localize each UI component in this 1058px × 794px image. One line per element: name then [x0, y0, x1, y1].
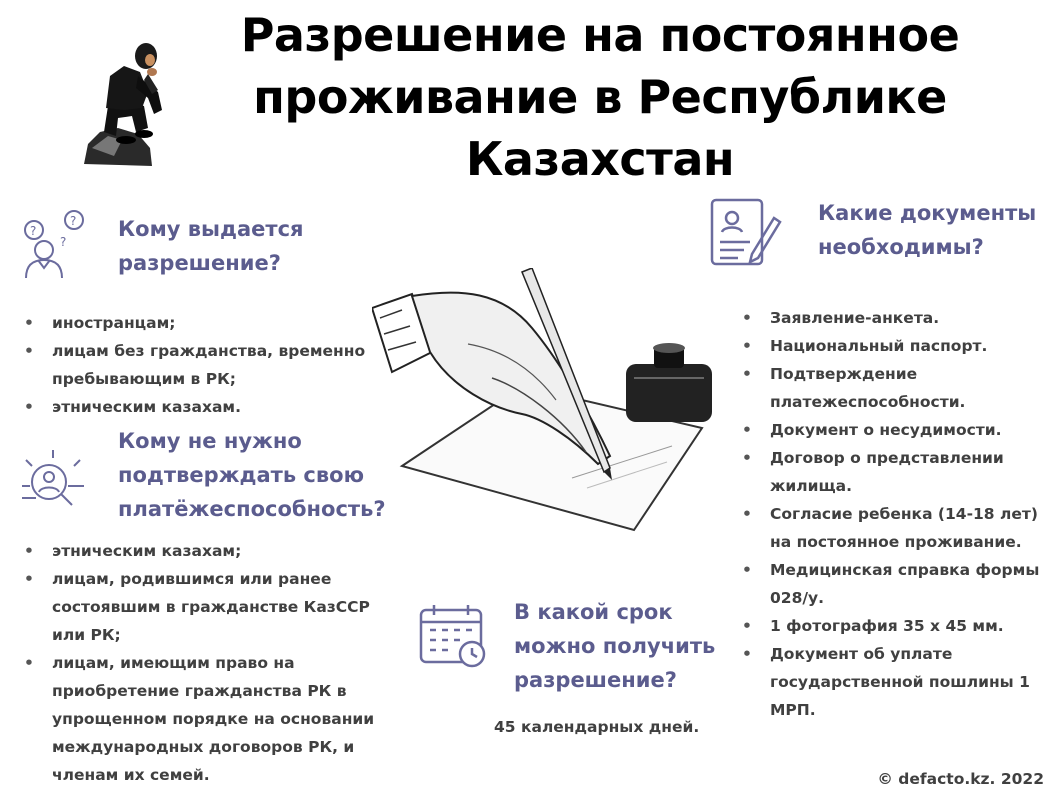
list-item: • Национальный паспорт. — [740, 332, 1052, 360]
hand-writing-icon — [372, 268, 724, 540]
calendar-clock-icon — [418, 602, 490, 670]
title-line-1: Разрешение на постоянное — [240, 8, 960, 62]
who-heading-line-2: разрешение? — [118, 251, 281, 275]
list-item: • Подтверждение платежеспособности. — [740, 360, 1052, 416]
svg-text:?: ? — [60, 235, 67, 249]
questions-person-icon — [20, 208, 86, 280]
copyright: © defacto.kz. 2022 — [877, 770, 1044, 788]
thinker-statue-icon — [78, 36, 173, 171]
no-solvency-heading-line-2: подтверждать свою — [118, 463, 365, 487]
list-item: • лицам, родившимся или ранее состоявшим в гражданстве КазССР или РК; — [22, 565, 392, 649]
who-list — [22, 309, 380, 421]
list-item: • Медицинская справка формы 028/у. — [740, 556, 1052, 612]
list-item: • иностранцам; — [22, 309, 380, 337]
title-line-2: проживание в Республике — [253, 70, 947, 124]
term-heading-line-3: разрешение? — [514, 668, 677, 692]
no-solvency-heading-line-3: платёжеспособность? — [118, 497, 386, 521]
term-answer: 45 календарных дней. — [494, 718, 700, 736]
svg-text:?: ? — [30, 224, 37, 238]
who-heading — [118, 212, 304, 280]
documents-list — [740, 304, 1052, 724]
svg-text:?: ? — [70, 214, 77, 228]
list-item: • лицам без гражданства, временно пребывающим в РК; — [22, 337, 380, 393]
list-item: • 1 фотография 35 х 45 мм. — [740, 612, 1052, 640]
list-item: • лицам, имеющим право на приобретение гражданства РК в упрощенном порядке на основании международных договоров РК, и членам их семей. — [22, 649, 392, 789]
list-item: • этническим казахам. — [22, 393, 380, 421]
person-search-icon — [18, 446, 88, 508]
documents-heading — [818, 196, 1036, 264]
list-item: • Документ об уплате государственной пошлины 1 МРП. — [740, 640, 1052, 724]
title-line-3: Казахстан — [465, 132, 735, 186]
no-solvency-list — [22, 537, 392, 789]
page-title — [190, 4, 1010, 190]
list-item: • этническим казахам; — [22, 537, 392, 565]
list-item: • Договор о представлении жилища. — [740, 444, 1052, 500]
no-solvency-heading-line-1: Кому не нужно — [118, 429, 302, 453]
list-item: • Заявление-анкета. — [740, 304, 1052, 332]
list-item: • Согласие ребенка (14-18 лет) на постоянное проживание. — [740, 500, 1052, 556]
term-heading — [514, 595, 715, 697]
documents-heading-line-1: Какие документы — [818, 201, 1037, 225]
who-heading-line-1: Кому выдается — [118, 217, 304, 241]
document-pen-icon — [708, 196, 784, 268]
term-heading-line-2: можно получить — [514, 634, 716, 658]
list-item: • Документ о несудимости. — [740, 416, 1052, 444]
no-solvency-heading — [118, 424, 386, 526]
term-heading-line-1: В какой срок — [514, 600, 673, 624]
documents-heading-line-2: необходимы? — [818, 235, 984, 259]
